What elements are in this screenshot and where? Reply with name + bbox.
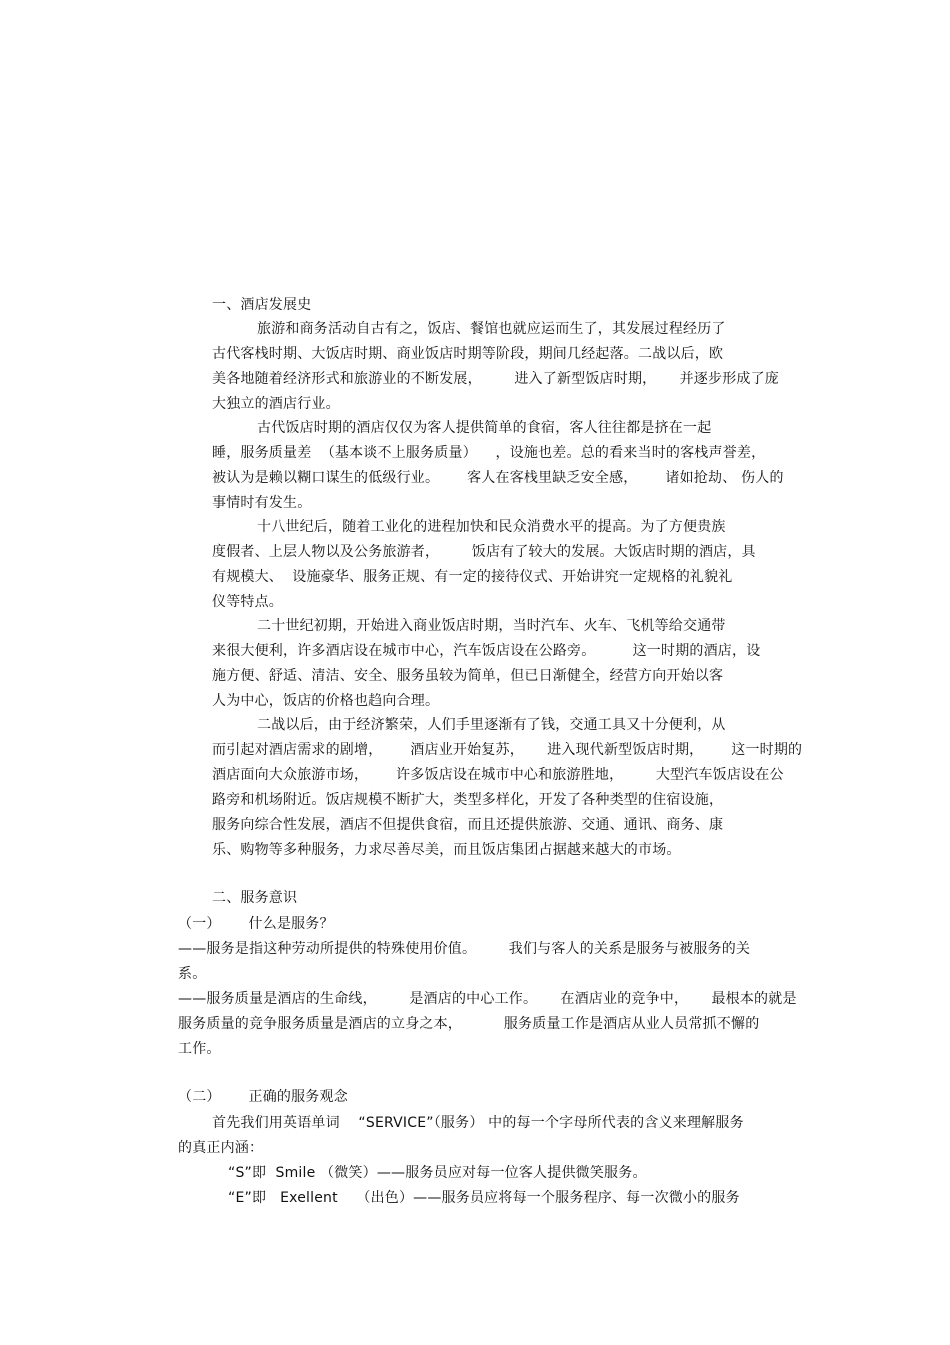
section-heading-hotel-history: 一、酒店发展史 — [212, 297, 312, 313]
paragraph-line: 美各地随着经济形式和旅游业的不断发展， 进入了新型饭店时期， 并逐步形成了庞 — [212, 371, 779, 387]
subsection-heading-what-is-service: （一） 什么是服务？ — [178, 916, 334, 932]
paragraph-line: 十八世纪后，随着工业化的进程加快和民众消费水平的提高。为了方便贵族 — [257, 519, 726, 535]
paragraph-line: 大独立的酒店行业。 — [212, 396, 340, 412]
paragraph-line: 事情时有发生。 — [212, 495, 312, 511]
list-item-s-smile: “S”即 Smile （微笑）——服务员应对每一位客人提供微笑服务。 — [228, 1165, 647, 1181]
paragraph-line: 被认为是赖以糊口谋生的低级行业。 客人在客栈里缺乏安全感， 诸如抢劫、 伤人的 — [212, 470, 784, 486]
paragraph-line: 二十世纪初期，开始进入商业饭店时期，当时汽车、火车、飞机等给交通带 — [257, 618, 726, 634]
paragraph-line: ——服务是指这种劳动所提供的特殊使用价值。 我们与客人的关系是服务与被服务的关 — [178, 941, 751, 957]
paragraph-line: 古代饭店时期的酒店仅仅为客人提供简单的食宿，客人往往都是挤在一起 — [257, 420, 712, 436]
paragraph-line: 首先我们用英语单词 “SERVICE”（服务） 中的每一个字母所代表的含义来理解服务 — [212, 1115, 744, 1131]
paragraph-line: 系。 — [178, 966, 207, 982]
paragraph-line: 路旁和机场附近。饭店规模不断扩大，类型多样化，开发了各种类型的住宿设施， — [212, 792, 724, 808]
paragraph-line: 睡，服务质量差 （基本谈不上服务质量） ，设施也差。总的看来当时的客栈声誉差， — [212, 445, 766, 461]
paragraph-line: 而引起对酒店需求的剧增， 酒店业开始复苏， 进入现代新型饭店时期， 这一时期的 — [212, 742, 803, 758]
paragraph-line: 服务向综合性发展，酒店不但提供食宿，而且还提供旅游、交通、通讯、商务、康 — [212, 817, 724, 833]
paragraph-line: 乐、购物等多种服务，力求尽善尽美，而且饭店集团占据越来越大的市场。 — [212, 842, 681, 858]
section-heading-service-awareness: 二、服务意识 — [212, 890, 298, 906]
paragraph-line: 酒店面向大众旅游市场， 许多饭店设在城市中心和旅游胜地， 大型汽车饭店设在公 — [212, 767, 784, 783]
paragraph-line: 服务质量的竞争服务质量是酒店的立身之本， 服务质量工作是酒店从业人员常抓不懈的 — [178, 1016, 760, 1032]
paragraph-line: ——服务质量是酒店的生命线， 是酒店的中心工作。 在酒店业的竞争中， 最根本的就是 — [178, 991, 797, 1007]
paragraph-line: 的真正内涵： — [178, 1140, 264, 1156]
paragraph-line: 旅游和商务活动自古有之，饭店、餐馆也就应运而生了，其发展过程经历了 — [257, 321, 726, 337]
paragraph-line: 度假者、上层人物以及公务旅游者， 饭店有了较大的发展。大饭店时期的酒店，具 — [212, 544, 756, 560]
subsection-heading-service-concept: （二） 正确的服务观念 — [178, 1089, 348, 1105]
list-item-e-excellent: “E”即 Exellent （出色）——服务员应将每一个服务程序、每一次微小的服务 — [228, 1190, 740, 1206]
paragraph-line: 来很大便利，许多酒店设在城市中心，汽车饭店设在公路旁。 这一时期的酒店，设 — [212, 643, 761, 659]
paragraph-line: 古代客栈时期、大饭店时期、商业饭店时期等阶段，期间几经起落。二战以后，欧 — [212, 346, 724, 362]
paragraph-line: 有规模大、 设施豪华、服务正规、有一定的接待仪式、开始讲究一定规格的礼貌礼 — [212, 569, 733, 585]
paragraph-line: 工作。 — [178, 1041, 221, 1057]
paragraph-line: 人为中心，饭店的价格也趋向合理。 — [212, 693, 440, 709]
paragraph-line: 施方便、舒适、清洁、安全、服务虽较为简单，但已日渐健全，经营方向开始以客 — [212, 668, 724, 684]
paragraph-line: 仪等特点。 — [212, 594, 283, 610]
paragraph-line: 二战以后，由于经济繁荣，人们手里逐渐有了钱，交通工具又十分便利，从 — [257, 717, 726, 733]
